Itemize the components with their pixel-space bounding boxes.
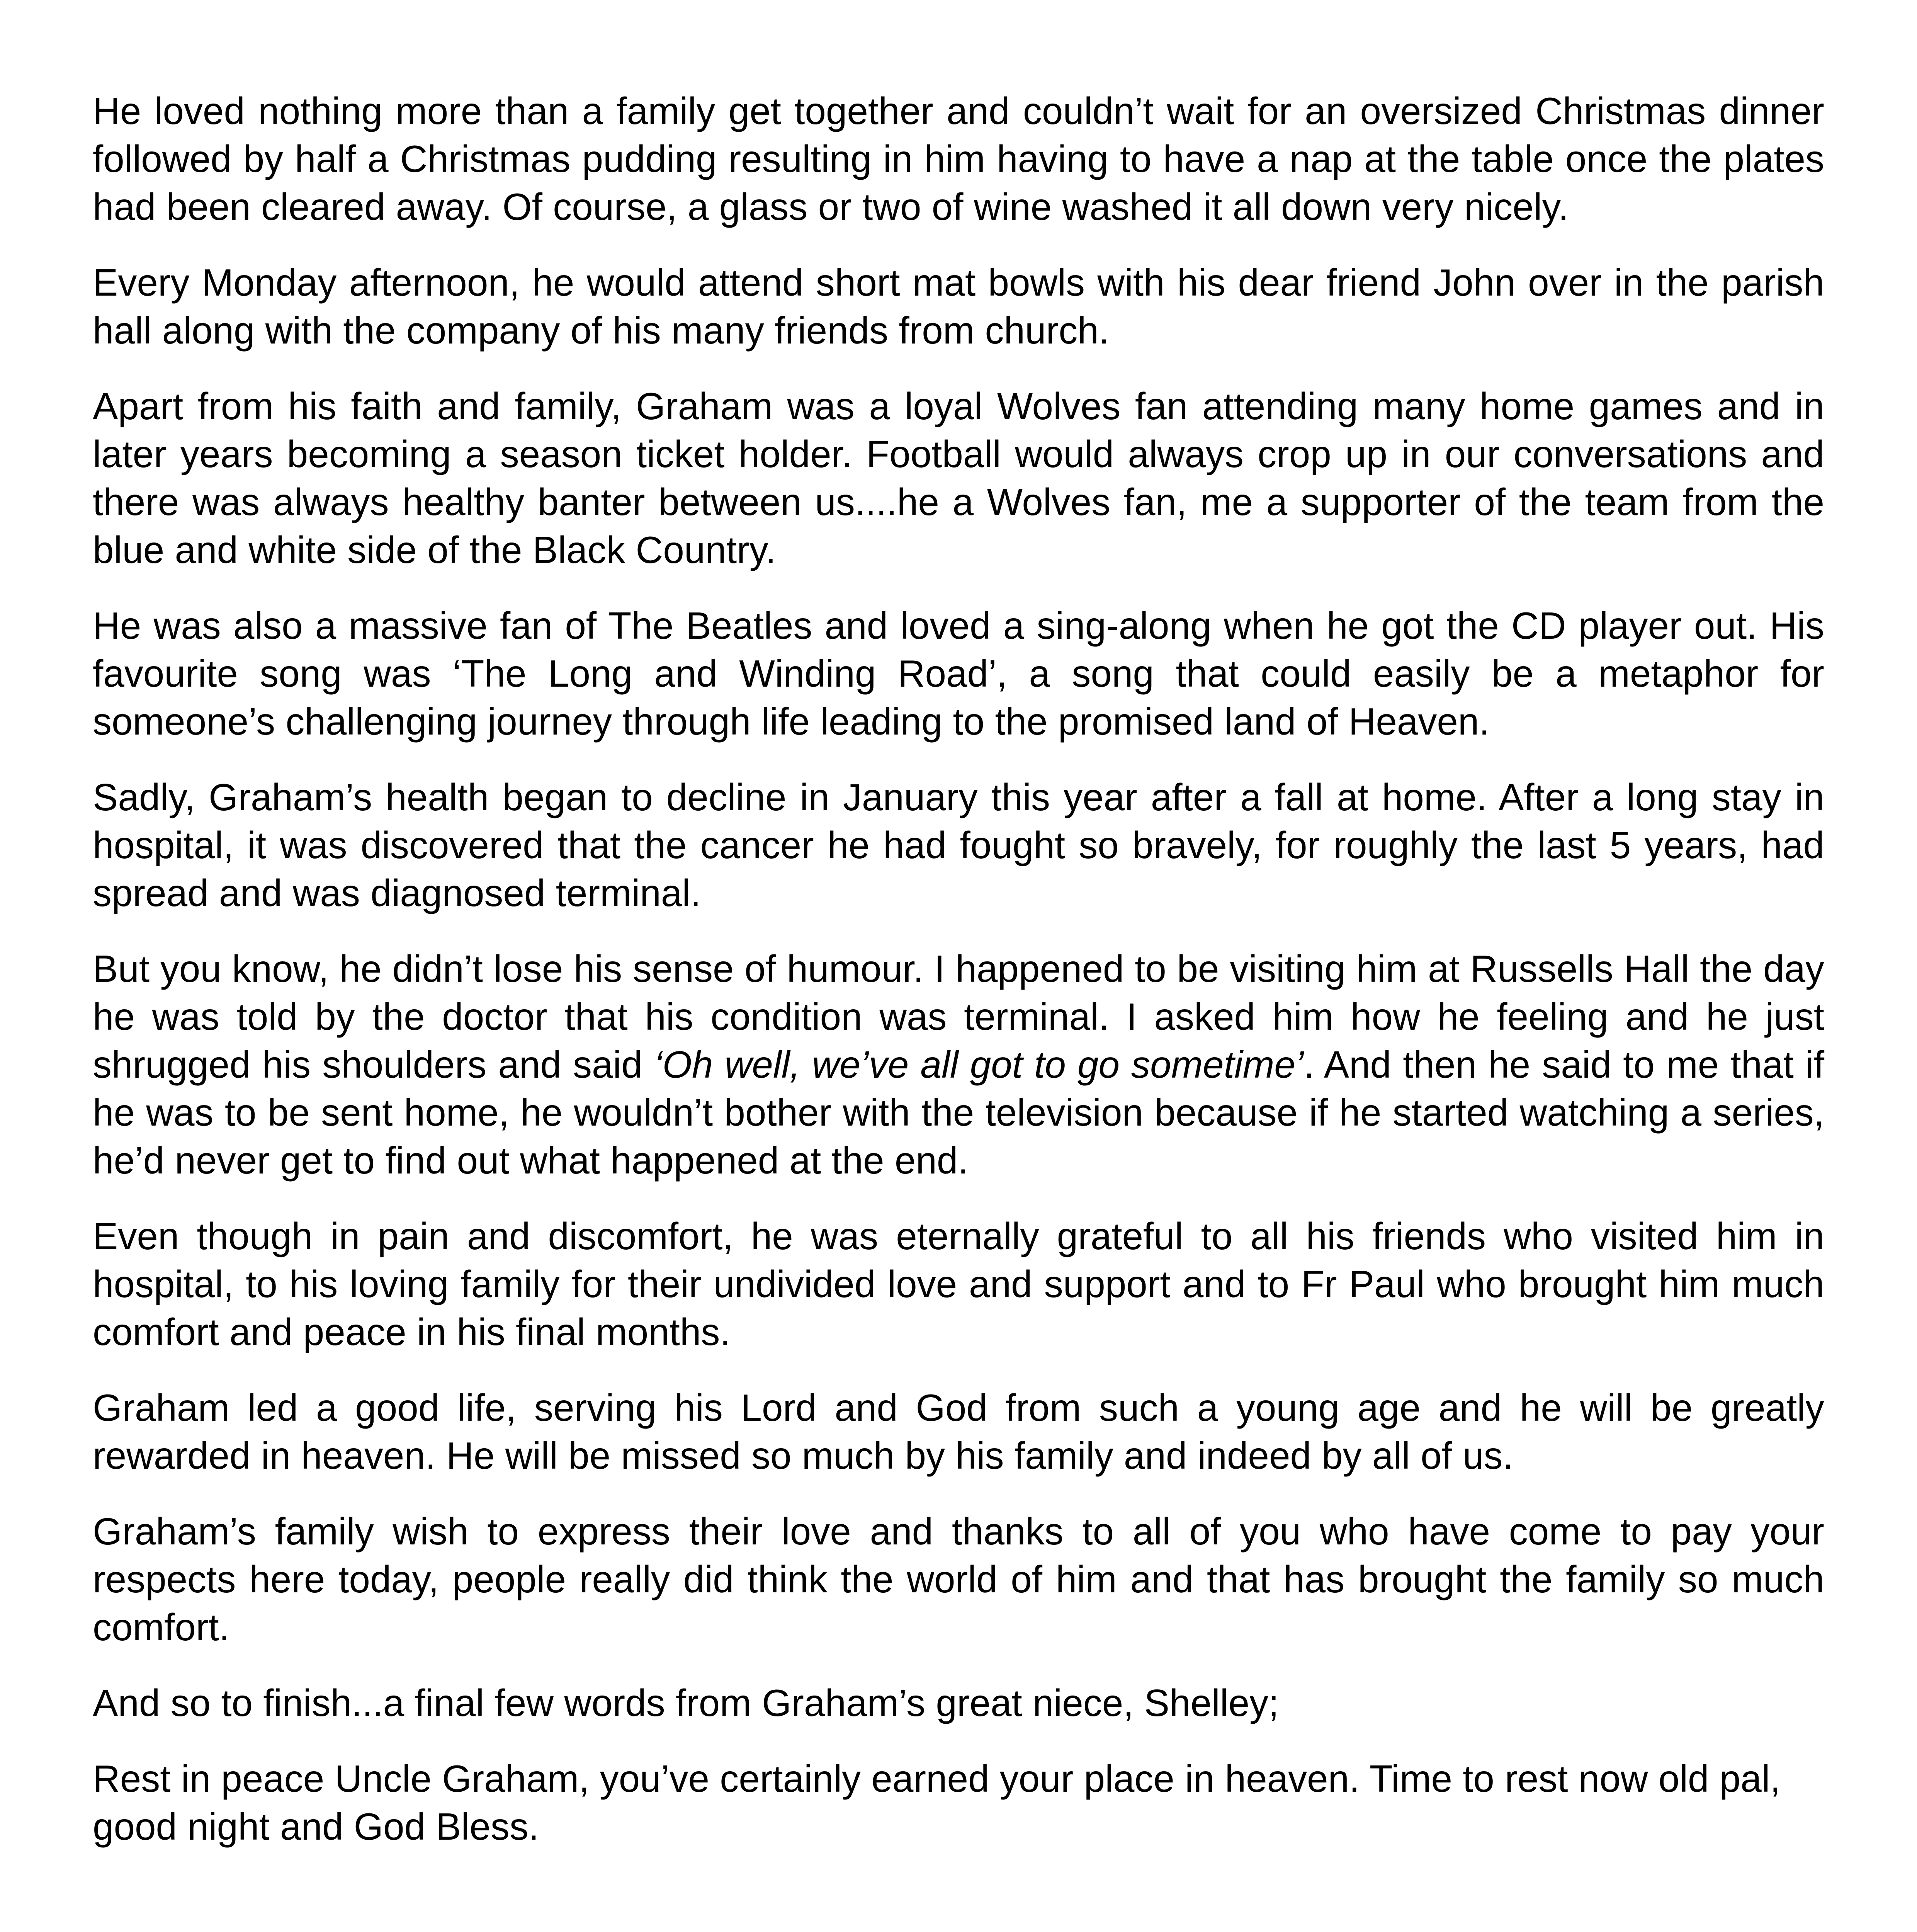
humour-text-after: . And then he said to me that if he was to be sent home, he wouldn’t bother with the television because if he started watching a series, he’d never get to find out what happened at the end. (93, 1043, 1824, 1182)
paragraph-humour (93, 945, 1824, 1184)
paragraph-bowls: Every Monday afternoon, he would attend short mat bowls with his dear friend John over in the parish hall along with the company of his many friends from church. (93, 261, 1824, 352)
humour-quote: ‘Oh well, we’ve all got to go sometime’ (654, 1043, 1304, 1086)
paragraph-beatles: He was also a massive fan of The Beatles and loved a sing-along when he got the CD player out. His favourite song was ‘The Long and Winding Road’, a song that could easily be a metaphor for someone’s challenging journey through life leading to the promised land of Heaven. (93, 604, 1824, 743)
paragraph-rest-in-peace: Rest in peace Uncle Graham, you’ve certainly earned your place in heaven. Time to rest now old pal, good night and God Bless. (93, 1757, 1781, 1848)
paragraph-christmas: He loved nothing more than a family get together and couldn’t wait for an oversized Christmas dinner followed by half a Christmas pudding resulting in him having to have a nap at the table once the plates had been cleared away. Of course, a glass or two of wine washed it all down very nicely. (93, 90, 1824, 228)
paragraph-wolves: Apart from his faith and family, Graham was a loyal Wolves fan attending many home games and in later years becoming a season ticket holder. Football would always crop up in our conversations and there was always healthy banter between us....he a Wolves fan, me a supporter of the team from the blue and white side of the Black Country. (93, 385, 1824, 571)
spacer (93, 1878, 1824, 1932)
paragraph-family-thanks: Graham’s family wish to express their love and thanks to all of you who have come to pay your respects here today, people really did think the world of him and that has brought the family so much comfort. (93, 1510, 1824, 1648)
paragraph-good-life: Graham led a good life, serving his Lord and God from such a young age and he will be greatly rewarded in heaven. He will be missed so much by his family and indeed by all of us. (93, 1386, 1824, 1477)
paragraph-health: Sadly, Graham’s health began to decline in January this year after a fall at home. After a long stay in hospital, it was discovered that the cancer he had fought so bravely, for roughly the last 5 years, had spread and was diagnosed terminal. (93, 776, 1824, 914)
humour-text-before: But you know, he didn’t lose his sense of humour. I happened to be visiting him at Russells Hall the day he was told by the doctor that his condition was terminal. I asked him how he feeling and he just shrugged his shoulders and said (93, 947, 1824, 1086)
paragraph-finish-intro: And so to finish...a final few words from Graham’s great niece, Shelley; (93, 1682, 1279, 1724)
paragraph-gratitude: Even though in pain and discomfort, he was eternally grateful to all his friends who visited him in hospital, to his loving family for their undivided love and support and to Fr Paul who brought him much comfort and peace in his final months. (93, 1215, 1824, 1353)
